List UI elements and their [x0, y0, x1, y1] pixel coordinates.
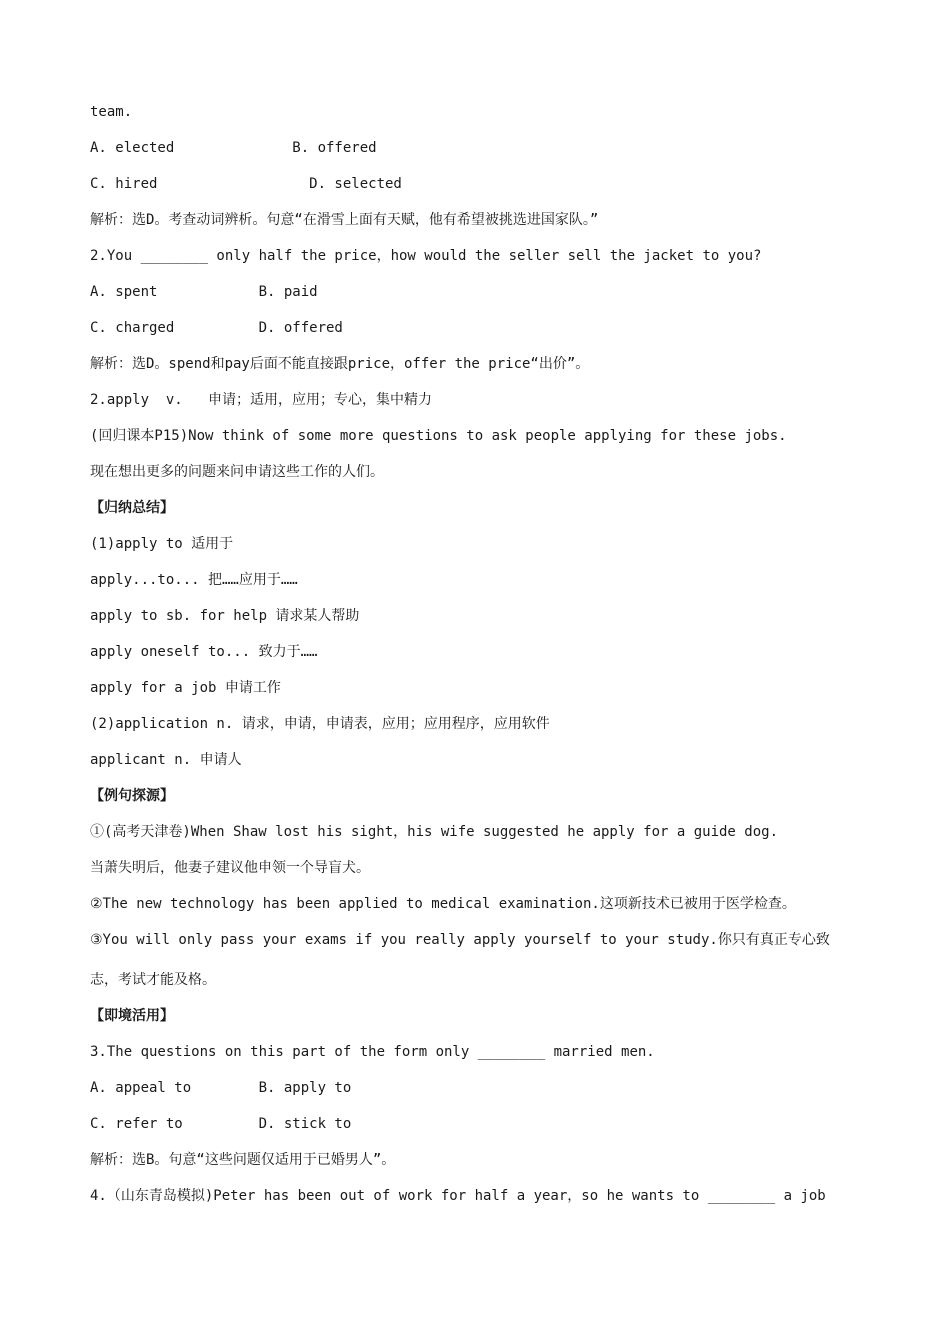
- option-line: C. hired D. selected: [90, 176, 402, 192]
- option-line: A. appeal to B. apply to: [90, 1080, 352, 1096]
- text-line: team.: [90, 104, 133, 120]
- section-heading: 【即境活用】: [90, 1008, 174, 1024]
- analysis-line: 解析：选D。考查动词辨析。句意“在滑雪上面有天赋，他有希望被挑选进国家队。”: [90, 212, 599, 228]
- text-line: 志，考试才能及格。: [90, 972, 216, 988]
- option-line: A. elected B. offered: [90, 140, 377, 156]
- vocab-heading: 2.apply v. 申请；适用，应用；专心，集中精力: [90, 392, 433, 408]
- option-line: C. refer to D. stick to: [90, 1116, 352, 1132]
- example-line: ②The new technology has been applied to medical examination.这项新技术已被用于医学检查。: [90, 896, 796, 912]
- text-line: (1)apply to 适用于: [90, 536, 234, 552]
- text-line: apply for a job 申请工作: [90, 680, 281, 696]
- text-line: applicant n. 申请人: [90, 752, 242, 768]
- analysis-line: 解析：选D。spend和pay后面不能直接跟price，offer the price“出价”。: [90, 356, 590, 372]
- question-line: 2.You ________ only half the price，how would the seller sell the jacket to you?: [90, 248, 762, 264]
- text-line: apply oneself to... 致力于……: [90, 644, 318, 660]
- example-line: ①(高考天津卷)When Shaw lost his sight，his wife suggested he apply for a guide dog.: [90, 824, 779, 840]
- text-line: apply to sb. for help 请求某人帮助: [90, 608, 360, 624]
- text-line: (回归课本P15)Now think of some more questions to ask people applying for these jobs.: [90, 428, 787, 444]
- analysis-line: 解析：选B。句意“这些问题仅适用于已婚男人”。: [90, 1152, 396, 1168]
- option-line: C. charged D. offered: [90, 320, 343, 336]
- text-line: 现在想出更多的问题来问申请这些工作的人们。: [90, 464, 384, 480]
- text-line: (2)application n. 请求，申请，申请表，应用；应用程序，应用软件: [90, 716, 550, 732]
- text-line: 当萧失明后，他妻子建议他申领一个导盲犬。: [90, 860, 370, 876]
- question-line: 4.（山东青岛模拟)Peter has been out of work for half a year，so he wants to ________ a job: [90, 1188, 826, 1204]
- text-line: apply...to... 把……应用于……: [90, 572, 298, 588]
- section-heading: 【例句探源】: [90, 788, 174, 804]
- option-line: A. spent B. paid: [90, 284, 318, 300]
- question-line: 3.The questions on this part of the form only ________ married men.: [90, 1044, 655, 1060]
- section-heading: 【归纳总结】: [90, 500, 174, 516]
- example-line: ③You will only pass your exams if you really apply yourself to your study.你只有真正专心致: [90, 932, 830, 948]
